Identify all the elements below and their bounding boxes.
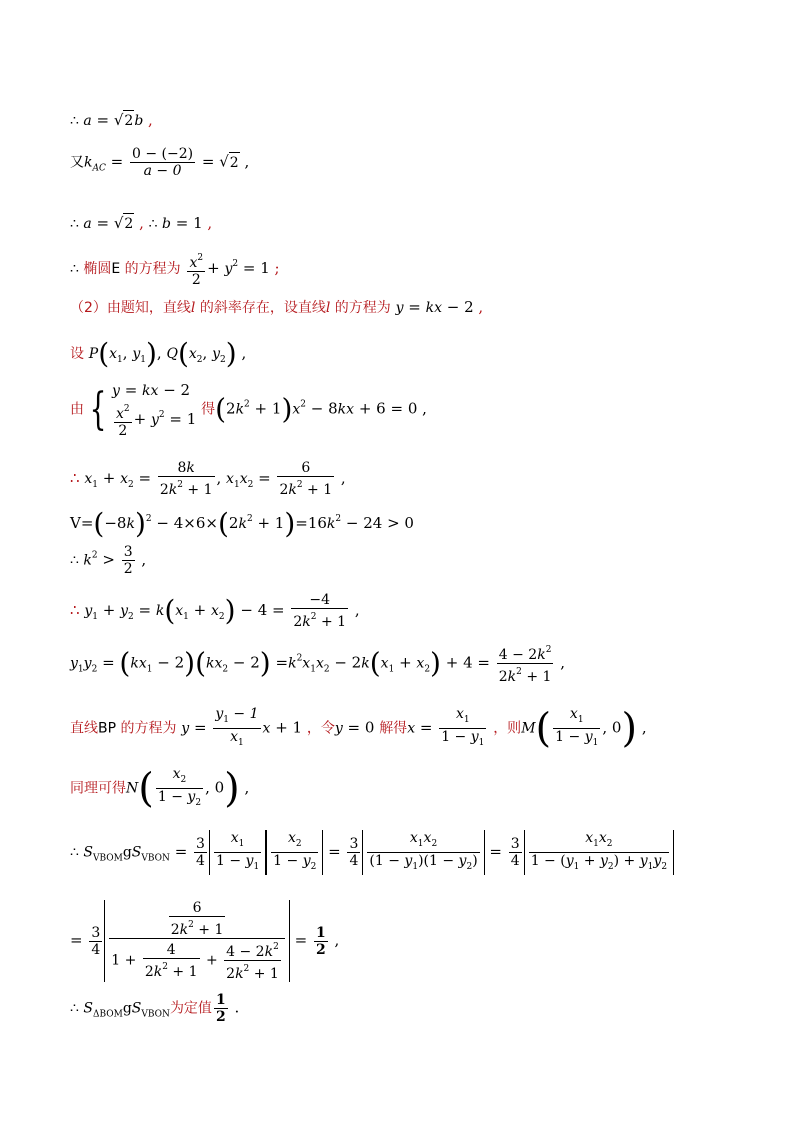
eq-area-result: = $\frac{3}{4}$ $\frac{6}{2k^2 + 1}$ 1 + $\frac{4}{2k^2 + 1}$ + $\frac{4 - 2k^2}{2k^2 + 1}$ = $\frac{1}{2}$ ,: [70, 900, 340, 982]
part2-intro: （2）由题知，直线l 的斜率存在，设直线l 的方程为 y = kx − 2 ,: [70, 298, 484, 316]
eq-a-sqrt2b: ∴ a = √2b ,: [70, 111, 153, 129]
eq-ellipse: ∴ 椭圆E 的方程为 $\frac{x^2}{2}$ + $y^2 = 1$ ;: [70, 253, 280, 288]
eq-line-bp: 直线BP 的方程为 y = $\frac{y_1 - 1}{x_1}$ x + 1 ，令y = 0 解得x = $\frac{x_1}{1 - y_1}$ ，则M( $\frac{x_1}{1 - y_1}$ , 0) ,: [70, 705, 647, 752]
eq-point-n: 同理可得N( $\frac{x_2}{1 - y_2}$ , 0) ,: [70, 765, 250, 812]
eq-a-b-values: ∴ a = √2 , ∴ b = 1 ,: [70, 214, 213, 232]
eq-area-product: ∴ $S_{VBOM}gS_{VBON}$ = $\frac{3}{4}$ $\frac{x_1}{1 - y_1}$ $\frac{x_2}{1 - y_2}$ = $\frac{3}{4}$ $\frac{x_1x_2}{(1 - y_1)(1 - y_2)}$ = $\frac{3}{4}$ $\frac{x_1x_2}{1 - (y_1 + y_2) + y_1y_2}$: [70, 830, 674, 875]
eq-system: 由 { y = kx − 2 $\frac{x^2}{2}$ + $y^2 = 1$ 得$(2k^2 + 1)x^2 - 8kx + 6 = 0$ ,: [70, 381, 427, 439]
slope-fraction: $\frac{0 - (-2)}{a - 0}$: [131, 146, 194, 179]
eq-y-sum: ∴ $y_1 + y_2 = k(x_1 + x_2) - 4$ = $\frac{-4}{2k^2 + 1}$ ,: [70, 592, 360, 630]
points-pq: 设 $P(x_1$, $y_1$), $Q(x_2$, $y_2$) ,: [70, 337, 247, 370]
eq-slope-ac: 又$k_{AC}$ = $\frac{0 - (-2)}{a - 0}$ = √2 ,: [70, 146, 250, 179]
eq-vieta: ∴ $x_1 + x_2$ = $\frac{8k}{2k^2 + 1}$ , $x_1x_2$ = $\frac{6}{2k^2 + 1}$ ,: [70, 460, 346, 498]
eq-y-product: $y_1y_2 = (kx_1 - 2)(kx_2 - 2) =k^2x_1x_2 - 2k(x_1 + x_2) + 4$ = $\frac{4 - 2k^2}{2k^2 + 1}$ ,: [70, 645, 565, 685]
eq-k-squared: ∴ $k^2$ > $\frac{3}{2}$ ,: [70, 544, 147, 577]
eq-conclusion: ∴ $S_{\Delta BOM}gS_{VBON}$为定值 $\frac{1}{2}$ .: [70, 992, 240, 1025]
eq-discriminant: $V=(-8k)^2 - 4\times 6\times(2k^2 + 1)=16k^2 - 24 > 0$: [70, 507, 414, 540]
